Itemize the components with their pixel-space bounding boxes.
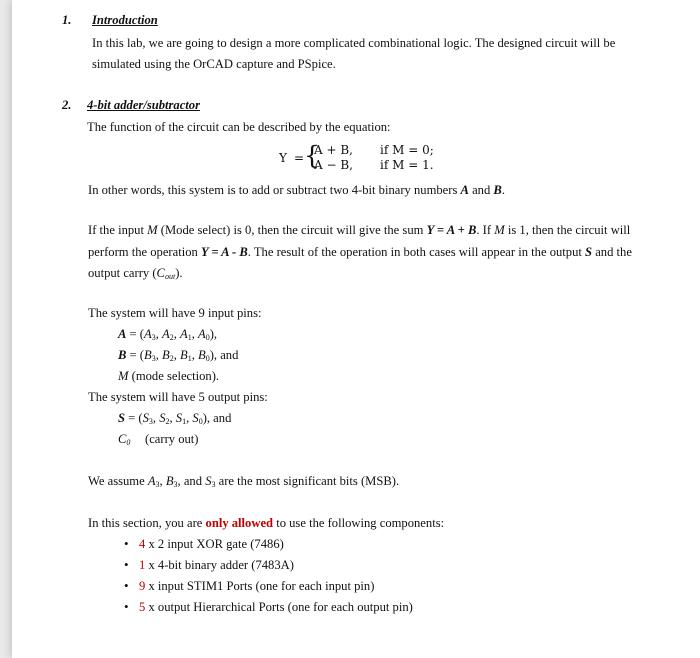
msb-line: We assume $A_3$, $B_3$, and $S_3$ are the most significant bits (MSB). [88,474,400,489]
section-1-heading: Introduction [92,13,158,27]
list-item-text: 4 x 2 input XOR gate (7486) [139,537,284,551]
equation-case-1-cond: if M = 0; [380,143,434,157]
equation-case-2-cond: if M = 1. [380,158,434,172]
list-item [124,578,129,594]
document-page [12,0,700,658]
other-words-line: In other words, this system is to add or subtract two 4-bit binary numbers A and B. [88,183,505,197]
list-item-text: 9 x input STIM1 Ports (one for each input pin) [139,579,375,593]
section-2-number: 2. [62,98,72,112]
list-item [124,557,129,573]
input-m: M (mode selection). [118,369,220,383]
bullet-icon: • [124,557,129,572]
list-item [124,599,129,615]
inputs-title: The system will have 9 input pins: [88,306,262,320]
components-intro: In this section, you are only allowed to use the following components: [88,516,445,530]
section-2-intro: The function of the circuit can be described by the equation: [87,120,391,134]
bullet-icon: • [124,536,129,551]
output-carry: $C_0$ [118,432,131,447]
section-1-line-1: In this lab, we are going to design a more complicated combinational logic. The designed circuit will be [92,36,616,50]
equation-equals: = [294,151,305,165]
equation-case-1-expr: A + B, [314,143,353,157]
outputs-title: The system will have 5 output pins: [88,390,268,404]
list-item-text: 5 x output Hierarchical Ports (one for each output pin) [139,600,413,614]
list-item-text: 1 x 4-bit binary adder (7483A) [139,558,294,572]
input-b-vector: $B = (B_3$, $B_2$, $B_1$, $B_0$), and [118,348,239,363]
output-s-vector: $S = (S_3$, $S_2$, $S_1$, $S_0$), and [118,411,232,426]
bullet-icon: • [124,578,129,593]
section-1-number: 1. [62,13,72,27]
equation-lhs: Y [279,151,287,165]
list-item [124,536,129,552]
bullet-icon: • [124,599,129,614]
section-1-line-2: simulated using the OrCAD capture and PSpice. [92,57,336,71]
equation-brace: { [304,141,320,170]
output-carry-label: (carry out) [145,432,199,446]
input-a-vector: $A = (A_3$, $A_2$, $A_1$, $A_0$), [118,327,218,342]
mode-paragraph-line-2: perform the operation Y = A - B. The result of the operation in both cases will appear in the output S and the [88,245,632,259]
equation-case-2-expr: A − B, [314,158,353,172]
section-2-heading: 4-bit adder/subtractor [87,98,200,112]
mode-paragraph-line-3: output carry $(C_{out})$. [88,266,183,281]
mode-paragraph-line-1: If the input M (Mode select) is 0, then the circuit will give the sum Y = A + B. If M is 1, then the circuit will [88,223,631,237]
